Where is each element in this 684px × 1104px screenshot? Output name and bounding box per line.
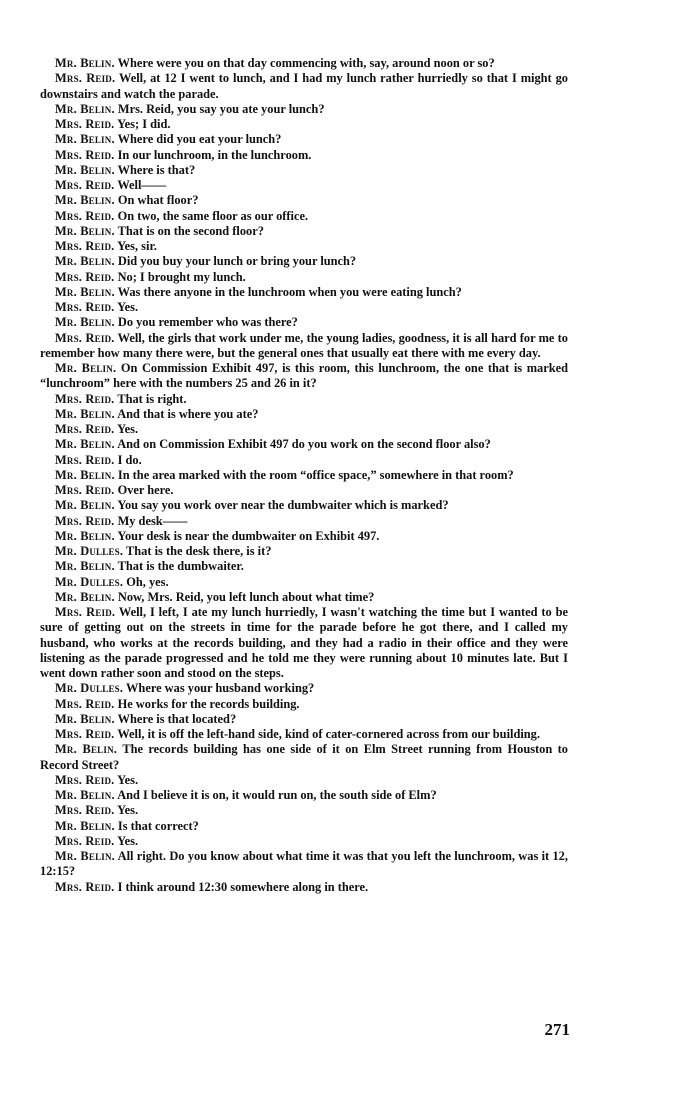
- speaker-name: Mrs. Reid.: [55, 727, 115, 741]
- speaker-name: Mrs. Reid.: [55, 483, 115, 497]
- speech-text: No; I brought my lunch.: [117, 269, 246, 284]
- speaker-name: Mrs. Reid.: [55, 269, 115, 284]
- dialogue-line: [40, 315, 568, 330]
- speech-text: I do.: [117, 452, 142, 467]
- speech-text: All right. Do you know about what time it was that you left the lunchroom, was it 12, 12:15?: [40, 849, 568, 879]
- speaker-name: Mrs. Reid.: [55, 422, 115, 436]
- dialogue-line: [40, 224, 568, 239]
- speech-text: Did you buy your lunch or bring your lunch?: [117, 254, 357, 269]
- speaker-name: Mr. Belin.: [55, 498, 115, 513]
- speaker-name: Mrs. Reid.: [55, 300, 115, 314]
- speech-text: Well, the girls that work under me, the young ladies, goodness, it is all hard for me to remember how many there were, but the general ones that usually eat there with me every day.: [40, 330, 568, 360]
- speech-text: You say you work over near the dumbwaiter which is marked?: [117, 498, 449, 513]
- speech-text: My desk——: [117, 513, 188, 528]
- speech-text: Where is that?: [117, 162, 196, 177]
- speaker-name: Mrs. Reid.: [55, 696, 115, 711]
- speaker-name: Mr. Belin.: [55, 223, 115, 238]
- dialogue-line: [40, 727, 568, 742]
- dialogue-line: [40, 544, 568, 559]
- speech-text: That is on the second floor?: [117, 223, 264, 238]
- speaker-name: Mrs. Reid.: [55, 803, 115, 818]
- speech-text: In our lunchroom, in the lunchroom.: [117, 147, 312, 162]
- dialogue-line: [40, 285, 568, 300]
- speaker-name: Mrs. Reid.: [55, 330, 115, 345]
- dialogue-line: [40, 575, 568, 590]
- speaker-name: Mr. Belin.: [55, 193, 115, 208]
- dialogue-line: [40, 209, 568, 224]
- dialogue-line: [40, 788, 568, 803]
- speech-text: On Commission Exhibit 497, is this room, this lunchroom, the one that is marked “lunchroom” here with the numbers 25 and 26 in it?: [40, 361, 568, 391]
- dialogue-line: [40, 407, 568, 422]
- speech-text: Over here.: [117, 483, 174, 497]
- dialogue-line: [40, 529, 568, 544]
- transcript-page: [40, 56, 568, 895]
- speaker-name: Mrs. Reid.: [55, 147, 115, 162]
- speech-text: On two, the same floor as our office.: [117, 208, 309, 223]
- dialogue-line: [40, 178, 568, 193]
- speech-text: That is right.: [117, 391, 187, 406]
- speaker-name: Mr. Belin.: [55, 528, 115, 543]
- speech-text: I think around 12:30 somewhere along in there.: [117, 879, 369, 894]
- speaker-name: Mr. Belin.: [55, 437, 115, 452]
- speaker-name: Mrs. Reid.: [55, 452, 115, 467]
- dialogue-line: [40, 849, 568, 880]
- dialogue-line: [40, 361, 568, 392]
- speaker-name: Mr. Belin.: [55, 818, 115, 833]
- speaker-name: Mr. Belin.: [55, 162, 115, 177]
- speaker-name: Mrs. Reid.: [55, 833, 115, 848]
- speaker-name: Mrs. Reid.: [55, 117, 115, 131]
- speaker-name: Mrs. Reid.: [55, 879, 115, 894]
- speech-text: Well, at 12 I went to lunch, and I had my lunch rather hurriedly so that I might go downstairs and watch the parade.: [40, 71, 568, 101]
- speech-text: Yes.: [117, 803, 139, 818]
- speaker-name: Mrs. Reid.: [55, 71, 116, 86]
- speech-text: Your desk is near the dumbwaiter on Exhibit 497.: [117, 528, 380, 543]
- speech-text: Do you remember who was there?: [117, 315, 298, 330]
- dialogue-line: [40, 102, 568, 117]
- dialogue-line: [40, 148, 568, 163]
- speaker-name: Mr. Belin.: [55, 467, 115, 482]
- speech-text: Where was your husband working?: [126, 681, 315, 696]
- speech-text: Yes.: [117, 772, 139, 787]
- speech-text: Where did you eat your lunch?: [117, 132, 282, 147]
- dialogue-line: [40, 605, 568, 681]
- speaker-name: Mrs. Reid.: [55, 391, 115, 406]
- speech-text: That is the dumbwaiter.: [117, 559, 244, 574]
- dialogue-line: [40, 239, 568, 254]
- speech-text: Is that correct?: [117, 818, 199, 833]
- speech-text: Now, Mrs. Reid, you left lunch about what time?: [117, 589, 375, 604]
- speech-text: Where were you on that day commencing with, say, around noon or so?: [117, 56, 495, 70]
- dialogue-line: [40, 498, 568, 513]
- dialogue-line: [40, 71, 568, 102]
- speaker-name: Mrs. Reid.: [55, 208, 115, 223]
- speaker-name: Mr. Belin.: [55, 254, 115, 269]
- dialogue-line: [40, 422, 568, 437]
- dialogue-line: [40, 834, 568, 849]
- speech-text: Yes; I did.: [117, 117, 171, 131]
- speech-text: Well, I left, I ate my lunch hurriedly, I wasn't watching the time but I wanted to be sure of getting out on the streets in time for the parade before he got there, and I called my husband, who works at the records building, and they had a radio in their office and they were listening as the parade progressed and he told me they were running about 10 minutes late. But I went down rather soon and stood on the steps.: [40, 605, 568, 680]
- speaker-name: Mrs. Reid.: [55, 513, 115, 528]
- speaker-name: Mr. Dulles.: [55, 574, 124, 589]
- speech-text: The records building has one side of it on Elm Street running from Houston to Record Street?: [40, 742, 568, 772]
- speaker-name: Mr. Belin.: [55, 101, 115, 116]
- dialogue-line: [40, 453, 568, 468]
- dialogue-line: [40, 392, 568, 407]
- speaker-name: Mr. Belin.: [55, 56, 115, 70]
- speech-text: In the area marked with the room “office space,” somewhere in that room?: [117, 467, 514, 482]
- dialogue-line: [40, 712, 568, 727]
- speaker-name: Mr. Belin.: [55, 788, 115, 802]
- dialogue-line: [40, 331, 568, 362]
- speech-text: Mrs. Reid, you say you ate your lunch?: [117, 101, 325, 116]
- speech-text: Well, it is off the left-hand side, kind of cater-cornered across from our building.: [117, 727, 540, 741]
- dialogue-line: [40, 483, 568, 498]
- speaker-name: Mr. Belin.: [55, 361, 117, 375]
- speaker-name: Mrs. Reid.: [55, 178, 115, 192]
- dialogue-line: [40, 880, 568, 895]
- speech-text: Well——: [117, 178, 167, 192]
- dialogue-line: [40, 437, 568, 452]
- speaker-name: Mr. Dulles.: [55, 544, 124, 558]
- speech-text: And I believe it is on, it would run on, the south side of Elm?: [117, 788, 437, 802]
- speaker-name: Mr. Belin.: [55, 406, 115, 421]
- speaker-name: Mrs. Reid.: [55, 605, 116, 619]
- speaker-name: Mr. Belin.: [55, 559, 115, 574]
- speech-text: And that is where you ate?: [117, 406, 259, 421]
- dialogue-line: [40, 468, 568, 483]
- dialogue-line: [40, 773, 568, 788]
- speaker-name: Mr. Belin.: [55, 284, 115, 299]
- dialogue-line: [40, 270, 568, 285]
- speaker-name: Mr. Belin.: [55, 132, 115, 147]
- dialogue-line: [40, 697, 568, 712]
- speech-text: Where is that located?: [117, 711, 237, 726]
- dialogue-line: [40, 514, 568, 529]
- speech-text: Yes, sir.: [117, 239, 157, 253]
- speaker-name: Mr. Belin.: [55, 315, 115, 330]
- dialogue-line: [40, 56, 568, 71]
- dialogue-line: [40, 559, 568, 574]
- speaker-name: Mr. Dulles.: [55, 681, 124, 696]
- dialogue-line: [40, 300, 568, 315]
- dialogue-line: [40, 819, 568, 834]
- speaker-name: Mrs. Reid.: [55, 772, 115, 787]
- dialogue-line: [40, 590, 568, 605]
- dialogue-line: [40, 163, 568, 178]
- dialogue-line: [40, 193, 568, 208]
- dialogue-line: [40, 117, 568, 132]
- speech-text: On what floor?: [117, 193, 199, 208]
- dialogue-line: [40, 803, 568, 818]
- speech-text: That is the desk there, is it?: [126, 544, 272, 558]
- speaker-name: Mrs. Reid.: [55, 239, 115, 253]
- dialogue-line: [40, 681, 568, 696]
- speech-text: Yes.: [117, 300, 139, 314]
- speech-text: Yes.: [117, 833, 139, 848]
- dialogue-line: [40, 742, 568, 773]
- speaker-name: Mr. Belin.: [55, 711, 115, 726]
- speech-text: Was there anyone in the lunchroom when you were eating lunch?: [117, 284, 462, 299]
- speech-text: He works for the records building.: [117, 696, 300, 711]
- dialogue-line: [40, 254, 568, 269]
- dialogue-line: [40, 132, 568, 147]
- speaker-name: Mr. Belin.: [55, 849, 115, 863]
- speaker-name: Mr. Belin.: [55, 742, 118, 757]
- speech-text: And on Commission Exhibit 497 do you work on the second floor also?: [117, 437, 491, 452]
- page-number: 271: [544, 1020, 570, 1039]
- speech-text: Oh, yes.: [126, 574, 169, 589]
- speaker-name: Mr. Belin.: [55, 589, 115, 604]
- speech-text: Yes.: [117, 422, 139, 436]
